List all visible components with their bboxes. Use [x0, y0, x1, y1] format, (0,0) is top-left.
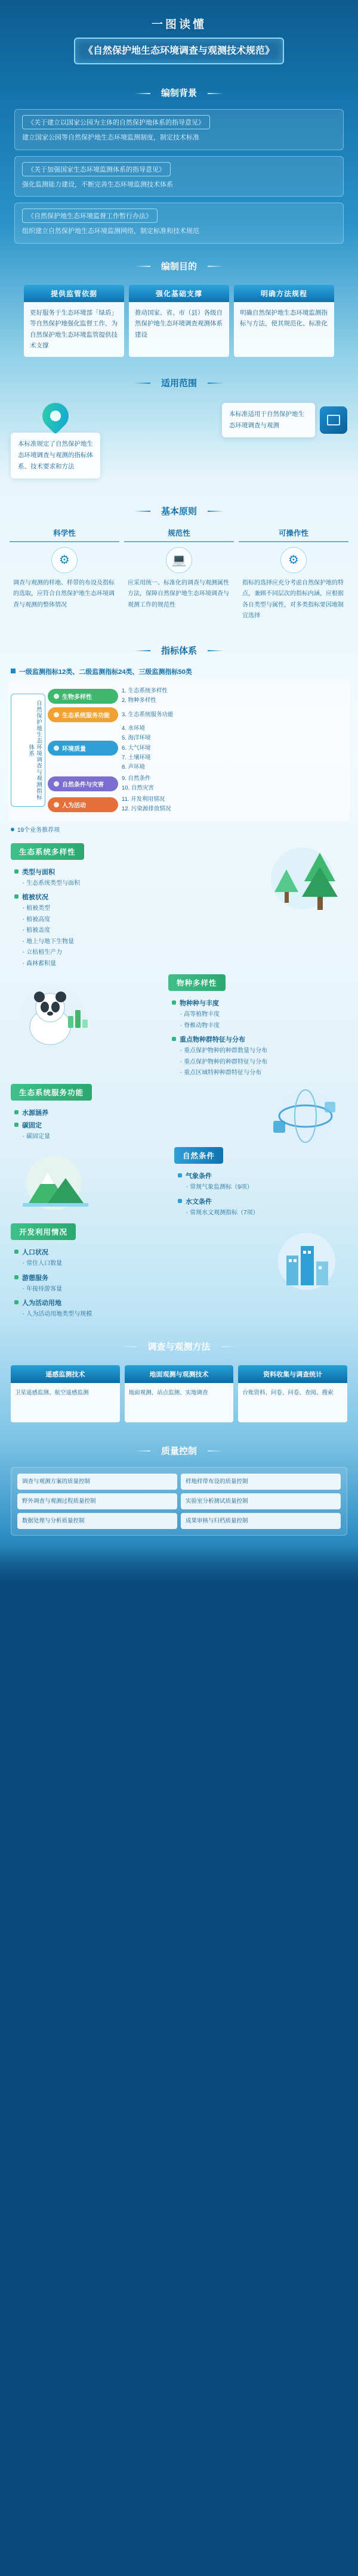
tree-level1: 生物多样性 [48, 689, 118, 704]
principle-title: 科学性 [10, 527, 119, 542]
section-title-background: 编制背景 [0, 83, 358, 102]
gear-icon: ⚙ [280, 547, 307, 573]
qc-item: 野外调查与观测过程质量控制 [17, 1493, 177, 1509]
detail-group-title: 气象条件 [178, 1171, 347, 1180]
tree-branch [48, 774, 345, 793]
qc-item: 样地样带布设的质量控制 [181, 1474, 341, 1490]
detail-item: · 高等植物丰度 [172, 1009, 347, 1021]
detail-group-title: 水源涵养 [14, 1108, 347, 1117]
tree-level2-group: 9. 自然条件 10. 自然灾害 [122, 775, 154, 792]
map-pin-icon [37, 397, 74, 434]
scope-section [0, 399, 358, 489]
detail-group-title: 人为活动用地 [14, 1298, 347, 1307]
detail-item: · 植被类型 [14, 903, 347, 915]
policy-card [14, 203, 344, 244]
mountain-illustration [11, 1152, 100, 1217]
indicator-tree [8, 680, 350, 821]
policy-card [14, 109, 344, 150]
detail-item: · 常规气象监测标（9项） [178, 1182, 347, 1194]
tree-level1: 生态系统服务功能 [48, 707, 118, 722]
method-head: 地面观测与观测技术 [125, 1365, 234, 1383]
policy-desc: 强化监测能力建设，不断完善生态环境监测技术体系 [22, 181, 173, 188]
policy-desc: 组织建立自然保护地生态环境监测网络，制定标准和技术规范 [22, 228, 199, 235]
principle-title: 可操作性 [239, 527, 348, 542]
tree-root-label: 自然保护地生态环境调查与观测指标体系 [11, 694, 45, 807]
principle-item [10, 527, 119, 622]
purpose-card [234, 285, 334, 357]
tree-level2-group: 1. 生态系统多样性 2. 物种多样性 [122, 687, 168, 704]
purpose-caption: 明确方法规程 [234, 285, 334, 302]
detail-item: · 森林蓄积量 [14, 959, 347, 970]
method-card [238, 1365, 347, 1422]
indicator-note-bottom: 19个业务推荐项 [11, 825, 347, 834]
qc-item: 实验室分析测试质量控制 [181, 1493, 341, 1509]
detail-item: · 常住人口数量 [14, 1259, 347, 1270]
detail-item: · 生态系统类型与面积 [14, 878, 347, 890]
detail-group-title: 游憩服务 [14, 1273, 347, 1282]
tree-branch [48, 795, 345, 814]
detail-item: · 年接待游客量 [14, 1284, 347, 1295]
principles-section [0, 527, 358, 628]
detail-block-species-diversity [0, 973, 358, 1083]
purpose-body: 更好服务于生态环境部「绿盾」等自然保护地强化监督工作，为自然保护地生态环境监管提供技术支撑 [24, 302, 124, 357]
method-card [11, 1365, 120, 1422]
method-body: 地面观测、站点监测、实地调查 [125, 1383, 234, 1422]
indicator-note-top: 一级监测指标12类、二级监测指标24类、三级监测指标50类 [11, 667, 347, 676]
tree-level2-group: 4. 水环境 5. 海洋环境 6. 大气环境 7. 土壤环境 8. 声环境 [122, 725, 151, 770]
page-title: 一图读懂 [151, 18, 206, 31]
purpose-body: 推动国家、省、市（县）各级自然保护地生态环境调查观测体系建设 [129, 302, 229, 357]
principle-item [239, 527, 348, 622]
detail-item: · 脊椎动物丰度 [172, 1021, 347, 1032]
detail-item: · 重点区域特种种群特征与分布 [172, 1068, 347, 1079]
bullet-dot-icon [54, 802, 59, 807]
detail-block-development-use [0, 1222, 358, 1324]
detail-block-ecosystem-services [0, 1083, 358, 1146]
policy-desc: 建立国家公园等自然保护地生态环境监测制度，制定技术标准 [22, 134, 199, 142]
principle-text: 指标的选择应充分考虑自然保护地的特点，兼顾不同层次的指标内涵，应根据各自类型与属性，对多类指标要因地制宜选择 [242, 579, 344, 620]
detail-group-title: 物种种与丰度 [172, 998, 347, 1008]
panda-illustration [11, 979, 100, 1062]
policy-card [14, 156, 344, 197]
detail-item: · 重点保护物种的种群数量与分布 [172, 1046, 347, 1057]
page-subtitle: 《自然保护地生态环境调查与观测技术规范》 [74, 38, 284, 64]
section-title-methods: 调查与观测方法 [0, 1337, 358, 1356]
detail-item: · 重点保护物种的种群特征与分布 [172, 1057, 347, 1068]
principle-text: 应采用统一、标准化的调查与观测属性方法，保障自然保护地生态环境调查与观测工作的规范性 [128, 579, 229, 608]
method-head: 遥感监测技术 [11, 1365, 120, 1383]
purpose-body: 明确自然保护地生态环境监测指标与方法，使其规范化、标准化 [234, 302, 334, 357]
detail-item: · 人为活动用地类型与规模 [14, 1309, 347, 1320]
tree-branch [48, 686, 345, 706]
scope-right-text: 本标准适用于自然保护地生态环境调查与观测 [222, 403, 315, 437]
purpose-caption: 强化基础支撑 [129, 285, 229, 302]
detail-tag: 开发利用情况 [11, 1223, 76, 1240]
detail-block-ecosystem-diversity [0, 842, 358, 974]
detail-tag: 物种多样性 [168, 974, 226, 991]
detail-tag: 生态系统服务功能 [11, 1084, 92, 1101]
bullet-dot-icon [54, 781, 59, 787]
section-title-quality: 质量控制 [0, 1441, 358, 1460]
tree-level2-group: 3. 生态系统服务功能 [122, 711, 174, 718]
qc-item: 数据处理与分析质量控制 [17, 1513, 177, 1529]
purpose-caption: 提供监管依据 [24, 285, 124, 302]
detail-group-title: 人口状况 [14, 1247, 347, 1257]
detail-item: · 植被高度 [14, 915, 347, 926]
tree-branch [48, 707, 345, 722]
bullet-dot-icon [54, 694, 59, 699]
detail-item: · 碳固定量 [14, 1132, 347, 1143]
detail-group-title: 水文条件 [178, 1197, 347, 1206]
method-body: 卫星遥感监测、航空遥感监测 [11, 1383, 120, 1422]
purpose-card [129, 285, 229, 357]
section-title-scope: 适用范围 [0, 374, 358, 392]
section-title-indicators: 指标体系 [0, 641, 358, 660]
detail-item: · 常规水文观测指标（7项） [178, 1208, 347, 1219]
page-header [0, 0, 358, 70]
section-title-purpose: 编制目的 [0, 257, 358, 275]
principle-text: 调查与观测的样地、样带的布设及指标的选取，应符合自然保护地生态环境调查与观测的整体情况 [13, 579, 115, 608]
detail-group-title: 类型与面积 [14, 867, 347, 877]
tree-branch [48, 724, 345, 772]
policy-name: 《自然保护地生态环境监督工作暂行办法》 [22, 209, 158, 223]
tree-level1: 环境质量 [48, 741, 118, 756]
qc-item: 成果审核与归档质量控制 [181, 1513, 341, 1529]
flask-icon: ⚙ [51, 547, 78, 573]
principle-item [124, 527, 234, 622]
policy-name: 《关于加强国家生态环境监测体系的指导意见》 [22, 162, 171, 176]
methods-cards [0, 1363, 358, 1428]
detail-item: · 植被盖度 [14, 925, 347, 937]
method-head: 资料收集与调查统计 [238, 1365, 347, 1383]
tree-level1: 自然条件与灾害 [48, 776, 118, 791]
section-title-principles: 基本原则 [0, 502, 358, 520]
principle-title: 规范性 [124, 527, 234, 542]
bullet-dot-icon [54, 712, 59, 717]
scope-left-text: 本标准规定了自然保护地生态环境调查与观测的指标体系、技术要求和方法 [11, 433, 100, 478]
footer-skyline [0, 1545, 358, 1599]
detail-block-natural-conditions [0, 1146, 358, 1222]
background-list [0, 109, 358, 244]
policy-name: 《关于建立以国家公园为主体的自然保护地体系的指导意见》 [22, 115, 210, 129]
method-card [125, 1365, 234, 1422]
purpose-card [24, 285, 124, 357]
detail-tag: 自然条件 [174, 1147, 223, 1164]
method-body: 台账资料、问卷、问卷、查阅、搜索 [238, 1383, 347, 1422]
purpose-cards [0, 282, 358, 361]
bullet-dot-icon [54, 745, 59, 751]
detail-item: · 地上与地下生物量 [14, 937, 347, 948]
detail-group-title: 碳固定 [14, 1120, 347, 1130]
detail-group-title: 植被状况 [14, 892, 347, 902]
detail-tag: 生态系统多样性 [11, 843, 84, 860]
detail-group-title: 重点物种群特征与分布 [172, 1034, 347, 1044]
detail-item: · 立枯植生产力 [14, 947, 347, 959]
quality-control-panel [11, 1467, 347, 1536]
book-icon [320, 406, 347, 434]
tree-level1: 人为活动 [48, 797, 118, 812]
qc-item: 调查与观测方案的质量控制 [17, 1474, 177, 1490]
monitor-icon: 💻 [166, 547, 192, 573]
tree-level2-group: 11. 开发利用情况 12. 污染源排放情况 [122, 796, 171, 813]
